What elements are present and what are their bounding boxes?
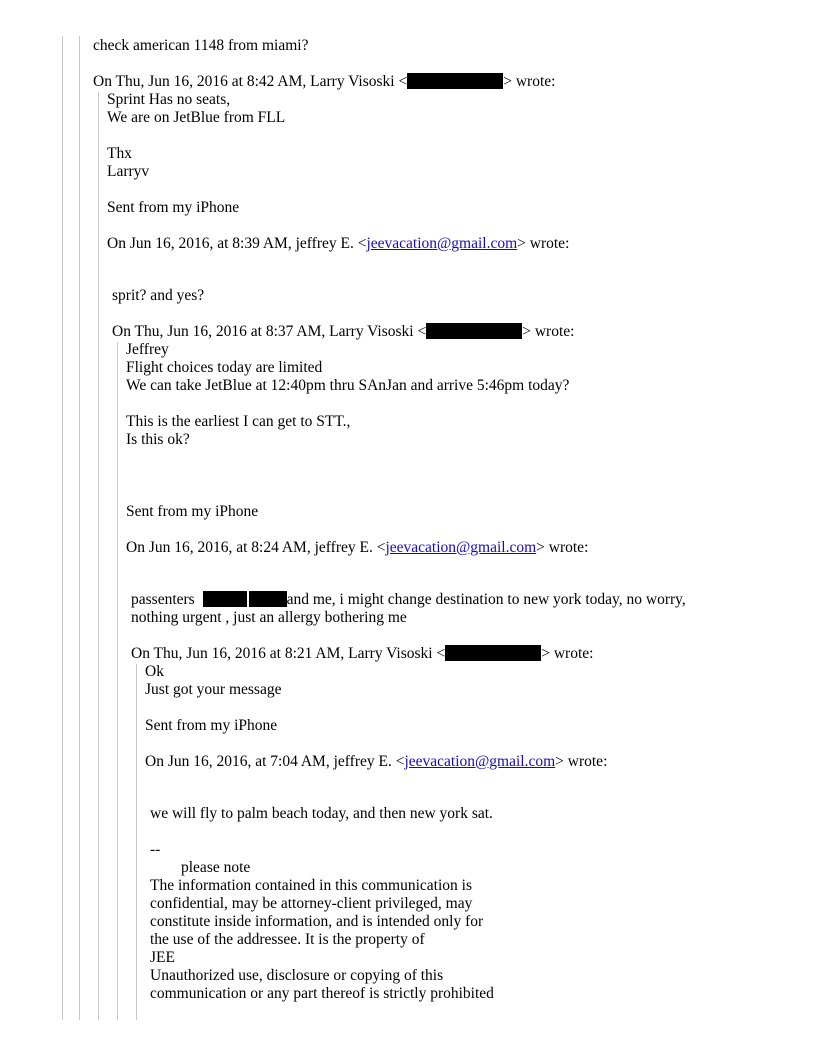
disclaimer-line: communication or any part thereof is strictly prohibited — [150, 985, 494, 1002]
email-link[interactable]: jeevacation@gmail.com — [404, 753, 556, 770]
redacted-name — [203, 591, 247, 607]
disclaimer-line: JEE — [150, 949, 175, 966]
disclaimer-line: Unauthorized use, disclosure or copying of this — [150, 967, 444, 984]
message-line — [131, 591, 686, 609]
redacted-name — [249, 591, 287, 607]
quote-header — [145, 753, 607, 771]
disclaimer-line: The information contained in this communication is — [150, 877, 472, 894]
message-line: sprit? and yes? — [112, 287, 205, 304]
message-line: check american 1148 from miami? — [93, 37, 309, 54]
quote-header-text: > wrote: — [517, 235, 570, 252]
message-line: Jeffrey — [126, 341, 169, 358]
signature-line: Sent from my iPhone — [145, 717, 278, 734]
message-text: passenters — [131, 591, 199, 608]
message-line: Flight choices today are limited — [126, 359, 323, 376]
signature-separator: -- — [150, 841, 161, 858]
quote-header-text: On Thu, Jun 16, 2016 at 8:42 AM, Larry Visoski < — [93, 73, 408, 90]
quote-header-text: > wrote: — [503, 73, 556, 90]
quote-header-text: On Jun 16, 2016, at 7:04 AM, jeffrey E. < — [145, 753, 405, 770]
message-line: Thx — [107, 145, 132, 162]
quote-header-text: On Jun 16, 2016, at 8:24 AM, jeffrey E. < — [126, 539, 386, 556]
quote-bar — [62, 36, 63, 1020]
email-link[interactable]: jeevacation@gmail.com — [366, 235, 518, 252]
quote-header-text: > wrote: — [536, 539, 589, 556]
quote-header — [93, 73, 555, 91]
email-link[interactable]: jeevacation@gmail.com — [385, 539, 537, 556]
message-line: Sprint Has no seats, — [107, 91, 231, 108]
quote-header-text: > wrote: — [541, 645, 594, 662]
disclaimer-line: the use of the addressee. It is the property of — [150, 931, 425, 948]
quote-bar — [98, 92, 99, 1020]
quote-header-text: > wrote: — [522, 323, 575, 340]
disclaimer-heading: please note — [181, 859, 251, 876]
message-line: We are on JetBlue from FLL — [107, 109, 286, 126]
quote-bar — [117, 342, 118, 1020]
message-line: Ok — [145, 663, 164, 680]
redacted-email — [407, 73, 503, 89]
quote-header — [131, 645, 593, 663]
quote-header-text: On Thu, Jun 16, 2016 at 8:21 AM, Larry Visoski < — [131, 645, 446, 662]
disclaimer-line: confidential, may be attorney-client privileged, may — [150, 895, 473, 912]
disclaimer-line: constitute inside information, and is intended only for — [150, 913, 484, 930]
message-line: Larryv — [107, 163, 150, 180]
signature-line: Sent from my iPhone — [126, 503, 259, 520]
quote-bar — [79, 36, 80, 1020]
redacted-email — [426, 323, 522, 339]
quote-header — [107, 235, 569, 253]
quote-header — [126, 539, 588, 557]
message-line: Is this ok? — [126, 431, 190, 448]
quote-header-text: On Thu, Jun 16, 2016 at 8:37 AM, Larry Visoski < — [112, 323, 427, 340]
message-line: Just got your message — [145, 681, 282, 698]
message-line: We can take JetBlue at 12:40pm thru SAnJan and arrive 5:46pm today? — [126, 377, 570, 394]
quote-header-text: > wrote: — [555, 753, 608, 770]
quote-header-text: On Jun 16, 2016, at 8:39 AM, jeffrey E. < — [107, 235, 367, 252]
signature-line: Sent from my iPhone — [107, 199, 240, 216]
redacted-email — [445, 645, 541, 661]
message-line: we will fly to palm beach today, and then new york sat. — [150, 805, 493, 822]
quote-bar — [136, 664, 137, 1020]
message-line: This is the earliest I can get to STT., — [126, 413, 351, 430]
message-text: and me, i might change destination to new york today, no worry, — [286, 591, 686, 608]
quote-header — [112, 323, 574, 341]
message-line: nothing urgent , just an allergy bothering me — [131, 609, 407, 626]
